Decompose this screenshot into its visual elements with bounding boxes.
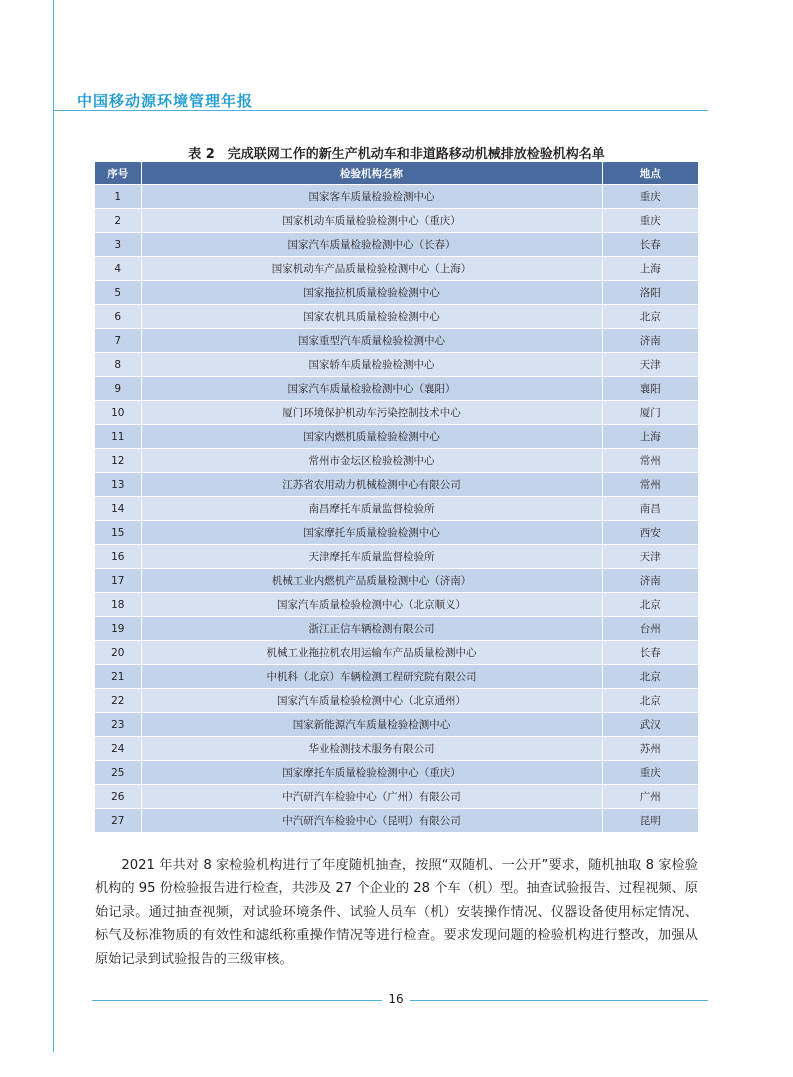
agency-location: 重庆 — [602, 209, 698, 233]
row-number: 16 — [95, 545, 141, 569]
inspection-agency-table — [95, 162, 698, 832]
table-row — [95, 569, 698, 593]
table-row — [95, 449, 698, 473]
table-row — [95, 257, 698, 281]
agency-location: 广州 — [602, 785, 698, 809]
agency-name: 国家客车质量检验检测中心 — [141, 185, 602, 209]
row-number: 13 — [95, 473, 141, 497]
table-row — [95, 233, 698, 257]
agency-location: 西安 — [602, 521, 698, 545]
agency-name: 厦门环境保护机动车污染控制技术中心 — [141, 401, 602, 425]
agency-name: 国家摩托车质量检验检测中心（重庆） — [141, 761, 602, 785]
row-number: 26 — [95, 785, 141, 809]
agency-location: 北京 — [602, 305, 698, 329]
row-number: 25 — [95, 761, 141, 785]
agency-location: 上海 — [602, 257, 698, 281]
agency-location: 天津 — [602, 545, 698, 569]
row-number: 15 — [95, 521, 141, 545]
agency-name: 国家汽车质量检验检测中心（北京通州） — [141, 689, 602, 713]
agency-location: 长春 — [602, 233, 698, 257]
table-row — [95, 425, 698, 449]
agency-name: 中汽研汽车检验中心（昆明）有限公司 — [141, 809, 602, 833]
table-header-row — [95, 162, 698, 185]
agency-location: 襄阳 — [602, 377, 698, 401]
row-number: 21 — [95, 665, 141, 689]
row-number: 2 — [95, 209, 141, 233]
table-row — [95, 665, 698, 689]
agency-name: 国家机动车质量检验检测中心（重庆） — [141, 209, 602, 233]
agency-location: 苏州 — [602, 737, 698, 761]
table-row — [95, 761, 698, 785]
row-number: 19 — [95, 617, 141, 641]
agency-name: 华业检测技术服务有限公司 — [141, 737, 602, 761]
agency-location: 昆明 — [602, 809, 698, 833]
row-number: 11 — [95, 425, 141, 449]
row-number: 10 — [95, 401, 141, 425]
table-row — [95, 641, 698, 665]
table-row — [95, 593, 698, 617]
agency-name: 机械工业拖拉机农用运输车产品质量检测中心 — [141, 641, 602, 665]
agency-location: 长春 — [602, 641, 698, 665]
agency-location: 常州 — [602, 449, 698, 473]
row-number: 1 — [95, 185, 141, 209]
agency-name: 浙江正信车辆检测有限公司 — [141, 617, 602, 641]
row-number: 17 — [95, 569, 141, 593]
table-row — [95, 377, 698, 401]
agency-name: 国家拖拉机质量检验检测中心 — [141, 281, 602, 305]
table-row — [95, 617, 698, 641]
row-number: 18 — [95, 593, 141, 617]
agency-location: 洛阳 — [602, 281, 698, 305]
row-number: 7 — [95, 329, 141, 353]
table-row — [95, 281, 698, 305]
header-no: 序号 — [95, 162, 141, 185]
agency-name: 国家农机具质量检验检测中心 — [141, 305, 602, 329]
running-header-title: 中国移动源环境管理年报 — [77, 92, 254, 110]
row-number: 8 — [95, 353, 141, 377]
table-row — [95, 209, 698, 233]
agency-name: 江苏省农用动力机械检测中心有限公司 — [141, 473, 602, 497]
row-number: 14 — [95, 497, 141, 521]
table-caption: 表 2 完成联网工作的新生产机动车和非道路移动机械排放检验机构名单 — [188, 147, 605, 162]
table-row — [95, 305, 698, 329]
agency-location: 北京 — [602, 689, 698, 713]
agency-name: 国家汽车质量检验检测中心（襄阳） — [141, 377, 602, 401]
agency-name: 国家汽车质量检验检测中心（长春） — [141, 233, 602, 257]
agency-location: 济南 — [602, 329, 698, 353]
table-row — [95, 185, 698, 209]
table-row — [95, 785, 698, 809]
table-row — [95, 473, 698, 497]
row-number: 23 — [95, 713, 141, 737]
agency-name: 国家内燃机质量检验检测中心 — [141, 425, 602, 449]
table-row — [95, 401, 698, 425]
row-number: 6 — [95, 305, 141, 329]
agency-location: 台州 — [602, 617, 698, 641]
agency-location: 武汉 — [602, 713, 698, 737]
agency-location: 天津 — [602, 353, 698, 377]
row-number: 3 — [95, 233, 141, 257]
agency-location: 南昌 — [602, 497, 698, 521]
agency-name: 常州市金坛区检验检测中心 — [141, 449, 602, 473]
agency-name: 国家重型汽车质量检验检测中心 — [141, 329, 602, 353]
footer-rule-right — [410, 1000, 708, 1001]
agency-name: 天津摩托车质量监督检验所 — [141, 545, 602, 569]
table-row — [95, 545, 698, 569]
page-number: 16 — [388, 992, 404, 1006]
agency-name: 中机科（北京）车辆检测工程研究院有限公司 — [141, 665, 602, 689]
header-name: 检验机构名称 — [141, 162, 602, 185]
table-row — [95, 713, 698, 737]
agency-location: 济南 — [602, 569, 698, 593]
row-number: 24 — [95, 737, 141, 761]
row-number: 22 — [95, 689, 141, 713]
row-number: 9 — [95, 377, 141, 401]
agency-location: 厦门 — [602, 401, 698, 425]
agency-name: 国家汽车质量检验检测中心（北京顺义） — [141, 593, 602, 617]
agency-name: 国家轿车质量检验检测中心 — [141, 353, 602, 377]
table-row — [95, 497, 698, 521]
row-number: 5 — [95, 281, 141, 305]
agency-location: 重庆 — [602, 185, 698, 209]
table-body — [95, 185, 698, 833]
agency-name: 国家摩托车质量检验检测中心 — [141, 521, 602, 545]
table-row — [95, 521, 698, 545]
agency-name: 国家机动车产品质量检验检测中心（上海） — [141, 257, 602, 281]
agency-location: 北京 — [602, 593, 698, 617]
row-number: 20 — [95, 641, 141, 665]
agency-name: 国家新能源汽车质量检验检测中心 — [141, 713, 602, 737]
agency-location: 常州 — [602, 473, 698, 497]
agency-name: 南昌摩托车质量监督检验所 — [141, 497, 602, 521]
agency-location: 上海 — [602, 425, 698, 449]
footer-rule-left — [92, 1000, 382, 1001]
agency-location: 北京 — [602, 665, 698, 689]
agency-name: 机械工业内燃机产品质量检测中心（济南） — [141, 569, 602, 593]
agency-location: 重庆 — [602, 761, 698, 785]
table-row — [95, 329, 698, 353]
row-number: 12 — [95, 449, 141, 473]
agency-name: 中汽研汽车检验中心（广州）有限公司 — [141, 785, 602, 809]
left-margin-rule — [53, 0, 54, 1052]
body-paragraph: 2021 年共对 8 家检验机构进行了年度随机抽查，按照“双随机、一公开”要求，随机抽取 8 家检验机构的 95 份检验报告进行检查，共涉及 27 个企业的 28 个车（机）型。抽查试验报告、过程视频、原始记录。通过抽查视频，对试验环境条件、试验人员车（机）安装操作情况、仪器设备使用标定情况、标气及标准物质的有效性和滤纸称重操作情况等进行检查。要求发现问题的检验机构进行整改，加强从原始记录到试验报告的三级审核。 — [95, 858, 698, 967]
row-number: 4 — [95, 257, 141, 281]
table-row — [95, 689, 698, 713]
table-row — [95, 809, 698, 833]
table-row — [95, 353, 698, 377]
row-number: 27 — [95, 809, 141, 833]
header-location: 地点 — [602, 162, 698, 185]
table-row — [95, 737, 698, 761]
